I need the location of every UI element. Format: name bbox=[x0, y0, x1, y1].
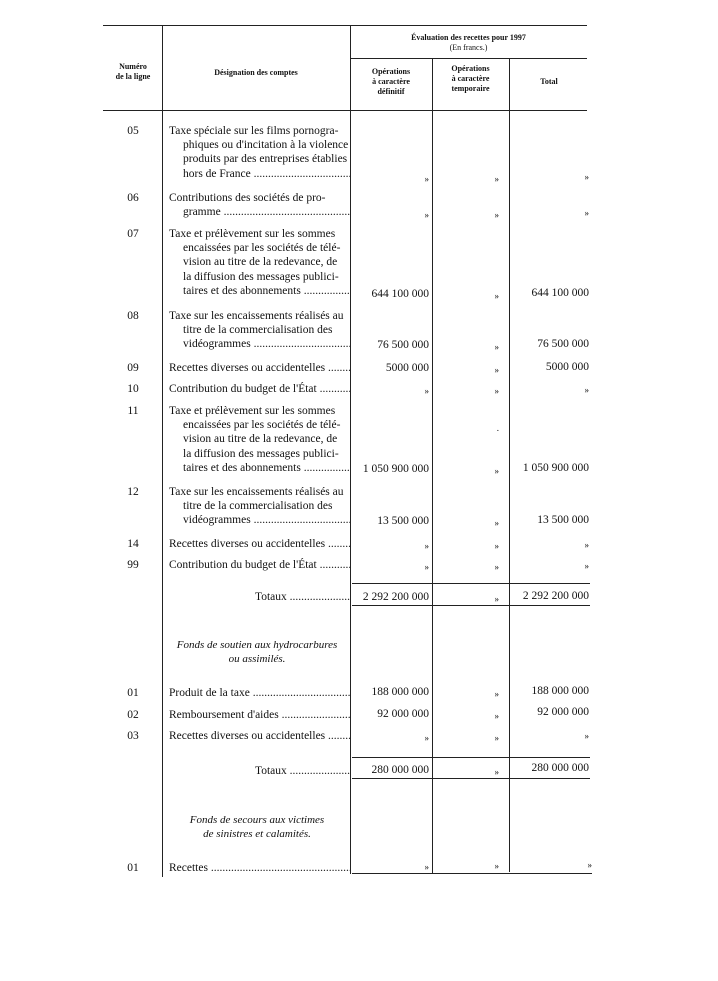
desc-line: Recettes bbox=[169, 862, 208, 874]
leader-dots bbox=[317, 383, 350, 395]
leader-dots bbox=[208, 862, 350, 874]
cell-temporaire: » bbox=[494, 291, 499, 301]
row-designation bbox=[169, 537, 350, 551]
leader-dots bbox=[251, 514, 350, 526]
totals-top-rule-2 bbox=[352, 757, 590, 758]
hdr-def-l2: à caractère bbox=[372, 77, 410, 86]
totals-text: Totaux bbox=[254, 591, 287, 603]
section-title-line: Fonds de soutien aux hydrocarbures bbox=[176, 639, 338, 651]
totals-label bbox=[169, 590, 350, 604]
cell-definitif: » bbox=[424, 733, 429, 743]
stray-mark: . bbox=[496, 423, 499, 433]
desc-line: hors de France bbox=[183, 167, 251, 180]
cell-total: 644 100 000 bbox=[531, 287, 589, 299]
desc-line: Taxe spéciale sur les films pornogra- bbox=[169, 125, 339, 137]
row-num: 14 bbox=[127, 538, 139, 550]
row-designation bbox=[169, 686, 350, 700]
row-designation bbox=[169, 382, 350, 396]
row-num: 01 bbox=[127, 687, 139, 699]
desc-line: taires et des abonnements bbox=[183, 461, 301, 474]
cell-temporaire: » bbox=[494, 861, 499, 871]
desc-line: encaissées par les sociétés de télé- bbox=[183, 419, 341, 432]
row-designation bbox=[169, 861, 350, 875]
section-title-line: Fonds de secours aux victimes bbox=[189, 814, 325, 826]
row-designation bbox=[169, 124, 350, 181]
cell-total: » bbox=[587, 860, 592, 870]
desc-line: encaissées par les sociétés de télé- bbox=[183, 242, 341, 255]
cell-total: 13 500 000 bbox=[537, 514, 589, 526]
section-title-line: ou assimilés. bbox=[228, 653, 286, 665]
desc-line: Recettes diverses ou accidentelles bbox=[169, 730, 326, 742]
cell-total: 76 500 000 bbox=[537, 338, 589, 350]
total-total: 2 292 200 000 bbox=[522, 590, 589, 602]
cell-total: 1 050 900 000 bbox=[522, 462, 589, 474]
leader-dots bbox=[251, 168, 350, 180]
total-definitif: 280 000 000 bbox=[371, 764, 429, 776]
hdr-tmp-l2: à caractère bbox=[451, 74, 490, 83]
cell-definitif: » bbox=[424, 562, 429, 572]
totals-text: Totaux bbox=[254, 765, 287, 777]
desc-line: produits par des entreprises établies bbox=[183, 153, 348, 166]
header-temporaire bbox=[432, 64, 509, 94]
desc-line: Recettes diverses ou accidentelles bbox=[169, 538, 326, 550]
section-title-sinistres bbox=[162, 813, 352, 841]
row-num: 99 bbox=[127, 559, 139, 571]
desc-line: vision au titre de la redevance, de bbox=[183, 256, 338, 269]
hdr-def-l1: Opérations bbox=[371, 67, 411, 76]
row-designation bbox=[169, 558, 350, 572]
section-title-line: de sinistres et calamités. bbox=[203, 828, 311, 840]
cell-temporaire: » bbox=[494, 562, 499, 572]
section-title-hydrocarbures bbox=[162, 638, 352, 666]
row-designation bbox=[169, 485, 350, 528]
row-designation bbox=[169, 729, 350, 743]
cell-definitif: 13 500 000 bbox=[377, 515, 429, 527]
desc-line: Contribution du budget de l'État bbox=[169, 383, 317, 395]
cell-definitif: » bbox=[424, 862, 429, 872]
total-definitif: 2 292 200 000 bbox=[362, 591, 429, 603]
cell-temporaire: » bbox=[494, 386, 499, 396]
row-designation bbox=[169, 404, 350, 475]
row-num: 09 bbox=[127, 362, 139, 374]
table-top-rule bbox=[103, 25, 587, 26]
total-temporaire: » bbox=[494, 594, 499, 604]
total-temporaire: » bbox=[494, 767, 499, 777]
cell-definitif: 188 000 000 bbox=[371, 686, 429, 698]
cell-definitif: » bbox=[424, 541, 429, 551]
cell-total: » bbox=[584, 385, 589, 395]
cell-definitif: 1 050 900 000 bbox=[362, 463, 429, 475]
desc-line: vision au titre de la redevance, de bbox=[183, 433, 338, 446]
leader-dots bbox=[317, 559, 350, 571]
desc-line: vidéogrammes bbox=[183, 514, 251, 527]
row-designation bbox=[169, 708, 350, 722]
leader-dots bbox=[325, 538, 350, 550]
header-num-line2: de la ligne bbox=[115, 72, 151, 81]
cell-temporaire: » bbox=[494, 518, 499, 528]
cell-temporaire: » bbox=[494, 733, 499, 743]
cell-definitif: 5000 000 bbox=[385, 362, 429, 374]
row-num: 08 bbox=[127, 310, 139, 322]
desc-line: la diffusion des messages publici- bbox=[183, 270, 339, 283]
desc-line: Taxe sur les encaissements réalisés au bbox=[169, 486, 344, 498]
totals-label bbox=[169, 764, 350, 778]
leader-dots: ..................... bbox=[286, 765, 350, 777]
desc-line: la diffusion des messages publici- bbox=[183, 447, 339, 460]
row-num: 11 bbox=[127, 405, 139, 417]
leader-dots bbox=[221, 206, 350, 218]
row-designation bbox=[169, 227, 350, 298]
cell-temporaire: » bbox=[494, 689, 499, 699]
desc-line: Recettes diverses ou accidentelles bbox=[169, 362, 326, 374]
header-group-title bbox=[350, 33, 587, 53]
cell-temporaire: » bbox=[494, 174, 499, 184]
leader-dots bbox=[301, 285, 350, 297]
leader-dots bbox=[325, 362, 350, 374]
header-total: Total bbox=[540, 77, 558, 86]
header-group-rule bbox=[350, 58, 587, 59]
cell-total: 5000 000 bbox=[545, 361, 589, 373]
header-designation: Désignation des comptes bbox=[214, 68, 298, 77]
row-designation bbox=[169, 361, 350, 375]
total-total: 280 000 000 bbox=[531, 762, 589, 774]
cell-temporaire: » bbox=[494, 541, 499, 551]
header-num bbox=[104, 62, 162, 82]
desc-line: Taxe et prélèvement sur les sommes bbox=[169, 228, 336, 240]
cell-total: » bbox=[584, 561, 589, 571]
cell-temporaire: » bbox=[494, 365, 499, 375]
cell-total: 188 000 000 bbox=[531, 685, 589, 697]
desc-line: gramme bbox=[183, 206, 221, 219]
row-num: 06 bbox=[127, 192, 139, 204]
leader-dots bbox=[325, 730, 350, 742]
cell-definitif: 76 500 000 bbox=[377, 339, 429, 351]
header-bottom-rule bbox=[103, 110, 587, 111]
cell-definitif: 644 100 000 bbox=[371, 288, 429, 300]
leader-dots bbox=[251, 338, 350, 350]
cell-temporaire: » bbox=[494, 210, 499, 220]
desc-line: Taxe et prélèvement sur les sommes bbox=[169, 405, 336, 417]
desc-line: phiques ou d'incitation à la violence bbox=[183, 139, 349, 152]
desc-line: Remboursement d'aides bbox=[169, 709, 279, 721]
hdr-tmp-l3: temporaire bbox=[451, 84, 490, 93]
group-subtitle: (En francs.) bbox=[449, 43, 488, 52]
cell-total: » bbox=[584, 172, 589, 182]
desc-line: vidéogrammes bbox=[183, 338, 251, 351]
totals-top-rule-1 bbox=[352, 583, 590, 584]
col-divider-num bbox=[162, 25, 163, 877]
header-definitif bbox=[350, 67, 432, 97]
hdr-tmp-l1: Opérations bbox=[451, 64, 490, 73]
cell-definitif: 92 000 000 bbox=[377, 708, 429, 720]
row-designation bbox=[169, 191, 350, 219]
row-num: 07 bbox=[127, 228, 139, 240]
desc-line: Contributions des sociétés de pro- bbox=[169, 192, 326, 204]
cell-total: » bbox=[584, 208, 589, 218]
cell-temporaire: » bbox=[494, 466, 499, 476]
cell-definitif: » bbox=[424, 210, 429, 220]
row-num: 10 bbox=[127, 383, 139, 395]
cell-definitif: » bbox=[424, 174, 429, 184]
desc-line: titre de la commercialisation des bbox=[183, 500, 333, 513]
leader-dots: ..................... bbox=[286, 591, 350, 603]
cell-total: » bbox=[584, 540, 589, 550]
header-num-line1: Numéro bbox=[119, 62, 147, 71]
row-num: 02 bbox=[127, 709, 139, 721]
group-title: Évaluation des recettes pour 1997 bbox=[411, 33, 526, 42]
leader-dots bbox=[279, 709, 350, 721]
cell-total: » bbox=[584, 731, 589, 741]
desc-line: Contribution du budget de l'État bbox=[169, 559, 317, 571]
cell-total: 92 000 000 bbox=[537, 706, 589, 718]
cell-temporaire: » bbox=[494, 711, 499, 721]
desc-line: Taxe sur les encaissements réalisés au bbox=[169, 310, 344, 322]
desc-line: taires et des abonnements bbox=[183, 284, 301, 297]
leader-dots bbox=[250, 687, 350, 699]
row-num: 03 bbox=[127, 730, 139, 742]
col-divider-designation bbox=[350, 25, 351, 874]
cell-temporaire: » bbox=[494, 342, 499, 352]
desc-line: Produit de la taxe bbox=[169, 687, 250, 699]
desc-line: titre de la commercialisation des bbox=[183, 324, 333, 337]
cell-definitif: » bbox=[424, 386, 429, 396]
hdr-def-l3: définitif bbox=[377, 87, 405, 96]
row-num: 05 bbox=[127, 125, 139, 137]
row-num: 01 bbox=[127, 862, 139, 874]
row-num: 12 bbox=[127, 486, 139, 498]
row-designation bbox=[169, 309, 350, 352]
leader-dots bbox=[301, 462, 350, 474]
